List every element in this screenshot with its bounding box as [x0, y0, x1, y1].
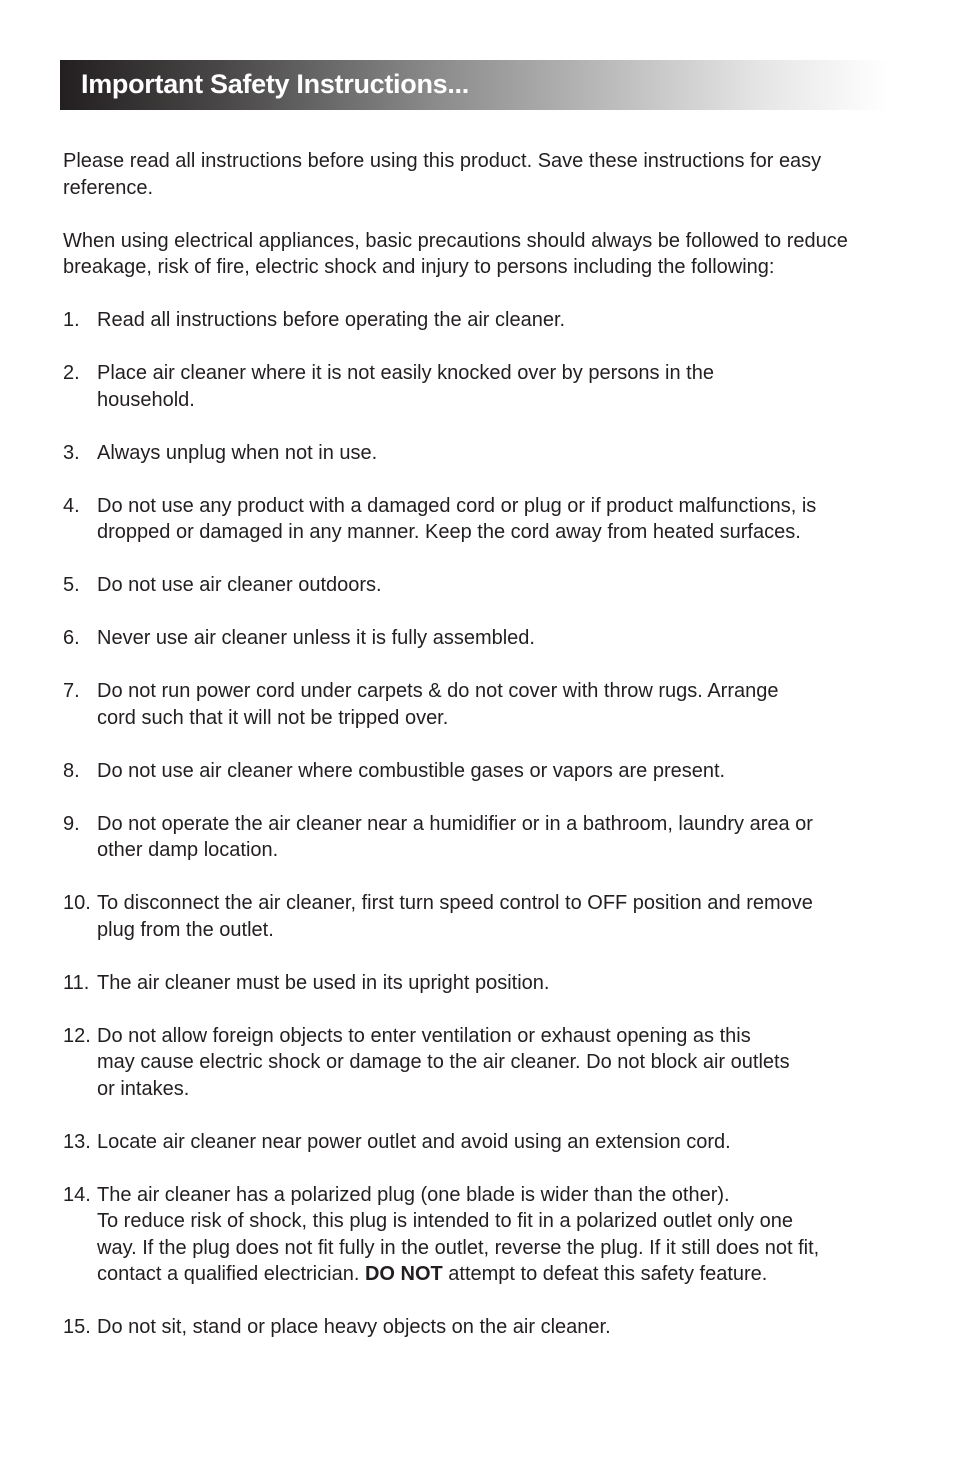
list-item [63, 1314, 903, 1341]
text-line: When using electrical appliances, basic precautions should always be followed to reduce [63, 229, 848, 252]
list-item [63, 572, 903, 599]
intro [63, 148, 903, 281]
text-line [97, 1261, 903, 1288]
item-number: 8. [63, 759, 80, 782]
text-line: breakage, risk of fire, electric shock and injury to persons including the following: [63, 256, 775, 278]
intro-paragraph [63, 228, 903, 281]
text-line: Do not allow foreign objects to enter ventilation or exhaust opening as this [97, 1024, 751, 1047]
text-line: plug from the outlet. [97, 918, 274, 941]
safety-instructions-list [63, 307, 903, 1341]
item-number: 11. [63, 971, 90, 994]
item-number: 14. [63, 1183, 91, 1206]
list-item [63, 360, 903, 413]
item-number: 6. [63, 627, 80, 649]
text-segment: attempt to defeat this safety feature. [442, 1263, 768, 1285]
text-line: The air cleaner must be used in its upright position. [97, 971, 550, 994]
text-line: other damp location. [97, 839, 279, 861]
text-line: Do not sit, stand or place heavy objects on the air cleaner. [97, 1316, 611, 1338]
text-line: cord such that it will not be tripped over. [97, 706, 449, 729]
text-line: Never use air cleaner unless it is fully assembled. [97, 627, 535, 649]
item-number: 9. [63, 812, 80, 835]
text-line: Do not use air cleaner outdoors. [97, 574, 382, 596]
text-line: To reduce risk of shock, this plug is intended to fit in a polarized outlet only one [97, 1210, 793, 1232]
item-number: 5. [63, 574, 80, 596]
text-line: The air cleaner has a polarized plug (one blade is wider than the other). [97, 1183, 730, 1206]
text-segment: contact a qualified electrician. [97, 1263, 365, 1285]
list-item [63, 307, 903, 334]
text-line: To disconnect the air cleaner, first turn speed control to OFF position and remove [97, 892, 813, 914]
list-item [63, 440, 903, 467]
list-item [63, 890, 903, 943]
list-item [63, 1023, 903, 1103]
text-line: or intakes. [97, 1077, 190, 1100]
list-item [63, 758, 903, 785]
item-number: 12. [63, 1024, 91, 1047]
text-line: way. If the plug does not fit fully in the outlet, reverse the plug. If it still does not fit, [97, 1236, 820, 1259]
text-line: reference. [63, 176, 154, 199]
item-number: 3. [63, 441, 80, 464]
list-item [63, 493, 903, 546]
page-title: Important Safety Instructions... [81, 69, 469, 99]
item-number: 7. [63, 680, 80, 702]
text-line: may cause electric shock or damage to the air cleaner. Do not block air outlets [97, 1051, 790, 1073]
text-line: Place air cleaner where it is not easily knocked over by persons in the [97, 362, 714, 384]
item-number: 2. [63, 362, 80, 384]
list-item [63, 1129, 903, 1156]
text-line: Do not use any product with a damaged cord or plug or if product malfunctions, is [97, 494, 817, 517]
intro-paragraph [63, 148, 903, 201]
text-line: Locate air cleaner near power outlet and avoid using an extension cord. [97, 1130, 731, 1153]
text-line: Do not operate the air cleaner near a humidifier or in a bathroom, laundry area or [97, 812, 813, 835]
text-line: Read all instructions before operating the air cleaner. [97, 309, 566, 331]
item-number: 15. [63, 1316, 91, 1338]
section-header-banner [60, 60, 888, 110]
list-item [63, 625, 903, 652]
text-line: Please read all instructions before using this product. Save these instructions for easy [63, 150, 822, 172]
text-line: Always unplug when not in use. [97, 441, 378, 464]
bold-warning: DO NOT [364, 1263, 443, 1285]
text-line: dropped or damaged in any manner. Keep the cord away from heated surfaces. [97, 521, 801, 543]
text-line: household. [97, 388, 195, 411]
document-body [63, 148, 903, 1367]
item-number: 13. [63, 1130, 91, 1153]
item-number: 1. [63, 309, 80, 331]
list-item [63, 1182, 903, 1288]
list-item [63, 970, 903, 997]
item-number: 4. [63, 494, 80, 517]
list-item [63, 811, 903, 864]
text-line: Do not use air cleaner where combustible gases or vapors are present. [97, 759, 726, 782]
item-number: 10. [63, 892, 91, 914]
text-line: Do not run power cord under carpets & do not cover with throw rugs. Arrange [97, 680, 779, 702]
list-item [63, 678, 903, 731]
